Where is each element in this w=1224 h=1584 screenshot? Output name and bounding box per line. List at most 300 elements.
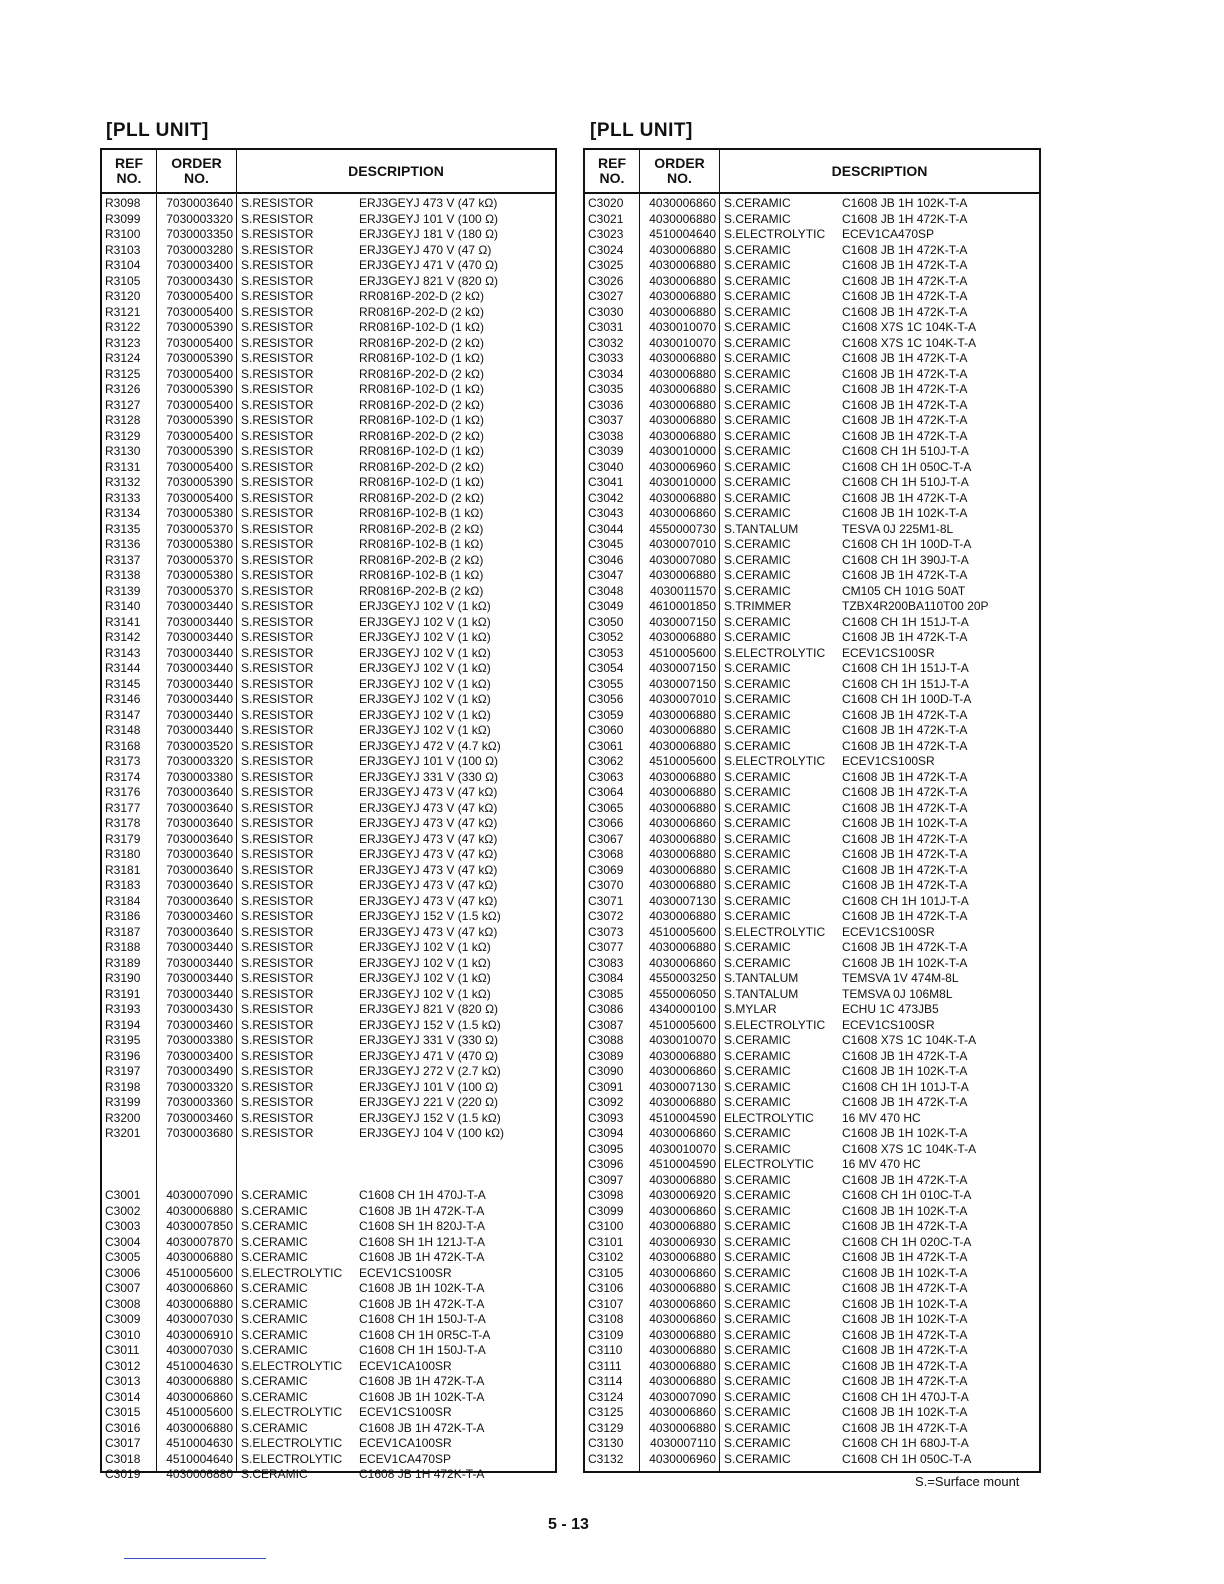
order-number: 4030006960 bbox=[649, 459, 716, 474]
order-number: 7030003440 bbox=[166, 955, 233, 970]
order-number: 4510004630 bbox=[166, 1436, 233, 1450]
part-spec: RR0816P-202-B (2 kΩ) bbox=[359, 583, 484, 598]
part-spec: C1608 CH 1H 020C-T-A bbox=[842, 1234, 972, 1249]
description bbox=[241, 739, 555, 755]
left-section-title: [PLL UNIT] bbox=[106, 120, 209, 141]
component-type: S.CERAMIC bbox=[724, 1250, 791, 1264]
part-spec: ERJ3GEYJ 102 V (1 kΩ) bbox=[359, 692, 491, 706]
ref-number: C3038 bbox=[588, 428, 624, 443]
ref-number: C3101 bbox=[588, 1234, 624, 1249]
ref-number: R3176 bbox=[105, 785, 141, 799]
ref-number: R3128 bbox=[105, 413, 141, 427]
order-number: 4030006860 bbox=[649, 1312, 716, 1326]
description bbox=[724, 320, 1039, 336]
part-spec: RR0816P-202-D (2 kΩ) bbox=[359, 490, 485, 505]
order-number: 4030006880 bbox=[649, 1374, 716, 1388]
order-number: 7030003640 bbox=[166, 800, 233, 815]
description bbox=[724, 909, 1039, 925]
ref-number: C3033 bbox=[588, 351, 624, 365]
order-number: 7030003680 bbox=[166, 1126, 233, 1140]
component-type: S.CERAMIC bbox=[724, 397, 791, 412]
description bbox=[241, 1049, 555, 1065]
description bbox=[724, 475, 1039, 491]
part-spec: C1608 CH 1H 150J-T-A bbox=[359, 1343, 486, 1357]
component-type: S.ELECTROLYTIC bbox=[241, 1451, 343, 1466]
part-spec: C1608 X7S 1C 104K-T-A bbox=[842, 1033, 977, 1047]
description bbox=[241, 196, 555, 212]
component-type: S.CERAMIC bbox=[724, 893, 791, 908]
description bbox=[724, 1002, 1039, 1018]
description bbox=[724, 1064, 1039, 1080]
order-number: 4510004640 bbox=[649, 227, 716, 241]
ref-number: C3044 bbox=[588, 521, 624, 536]
part-spec: C1608 JB 1H 472K-T-A bbox=[842, 273, 968, 288]
part-spec: C1608 JB 1H 102K-T-A bbox=[842, 506, 968, 520]
description bbox=[724, 1343, 1039, 1359]
part-spec: C1608 JB 1H 472K-T-A bbox=[842, 831, 968, 846]
order-number: 4030006880 bbox=[649, 1219, 716, 1233]
order-number: 4030006860 bbox=[649, 816, 716, 830]
description bbox=[241, 630, 555, 646]
ref-number: R3196 bbox=[105, 1048, 141, 1063]
description bbox=[241, 1250, 555, 1266]
description bbox=[241, 708, 555, 724]
ref-number: R3138 bbox=[105, 568, 141, 582]
part-spec: C1608 JB 1H 472K-T-A bbox=[842, 1358, 968, 1373]
description bbox=[724, 584, 1039, 600]
ref-number: R3141 bbox=[105, 614, 141, 629]
component-type: S.CERAMIC bbox=[724, 800, 791, 815]
component-type: S.RESISTOR bbox=[241, 413, 314, 427]
part-spec: ERJ3GEYJ 473 V (47 kΩ) bbox=[359, 847, 498, 861]
ref-number: C3065 bbox=[588, 800, 624, 815]
description bbox=[724, 522, 1039, 538]
part-spec: RR0816P-202-B (2 kΩ) bbox=[359, 552, 484, 567]
description bbox=[241, 1235, 555, 1251]
part-spec: RR0816P-102-B (1 kΩ) bbox=[359, 537, 484, 551]
ref-number: C3110 bbox=[588, 1343, 623, 1357]
description bbox=[241, 1204, 555, 1220]
order-number: 4030006880 bbox=[649, 909, 716, 923]
part-spec: TZBX4R200BA110T00 20P bbox=[842, 599, 989, 613]
part-spec: C1608 CH 1H 050C-T-A bbox=[842, 459, 972, 474]
part-spec: ECEV1CS100SR bbox=[842, 924, 935, 939]
ref-number: C3007 bbox=[105, 1281, 141, 1295]
component-type: S.RESISTOR bbox=[241, 537, 314, 551]
order-number: 7030005390 bbox=[166, 351, 233, 365]
part-spec: CM105 CH 101G 50AT bbox=[842, 583, 966, 598]
order-number: 4030006880 bbox=[649, 847, 716, 861]
description bbox=[241, 925, 555, 941]
component-type: ELECTROLYTIC bbox=[724, 1157, 814, 1171]
part-spec: ERJ3GEYJ 473 V (47 kΩ) bbox=[359, 196, 498, 210]
ref-number: C3012 bbox=[105, 1358, 141, 1373]
part-spec: C1608 JB 1H 472K-T-A bbox=[842, 490, 968, 505]
component-type: S.CERAMIC bbox=[724, 862, 791, 877]
ref-number: R3190 bbox=[105, 971, 141, 985]
part-spec: C1608 JB 1H 472K-T-A bbox=[842, 909, 968, 923]
component-type: S.RESISTOR bbox=[241, 707, 314, 722]
ref-number: R3133 bbox=[105, 490, 141, 505]
order-number: 4030006880 bbox=[649, 289, 716, 303]
component-type: S.CERAMIC bbox=[724, 1389, 791, 1404]
part-spec: ERJ3GEYJ 102 V (1 kΩ) bbox=[359, 940, 491, 954]
description bbox=[724, 1173, 1039, 1189]
ref-number: R3174 bbox=[105, 769, 141, 784]
component-type: S.RESISTOR bbox=[241, 1017, 314, 1032]
component-type: S.RESISTOR bbox=[241, 1033, 314, 1047]
component-type: S.ELECTROLYTIC bbox=[241, 1405, 343, 1419]
order-number: 4030006880 bbox=[649, 1358, 716, 1373]
order-number: 4030007150 bbox=[649, 676, 716, 691]
description bbox=[724, 196, 1039, 212]
description bbox=[724, 1033, 1039, 1049]
part-spec: C1608 JB 1H 102K-T-A bbox=[359, 1389, 485, 1404]
order-number: 4030007110 bbox=[650, 1436, 716, 1450]
part-spec: C1608 JB 1H 472K-T-A bbox=[842, 800, 968, 815]
component-type: S.CERAMIC bbox=[724, 242, 791, 257]
order-number: 4510005600 bbox=[649, 924, 716, 939]
part-spec: ECEV1CA100SR bbox=[359, 1358, 452, 1373]
part-spec: C1608 JB 1H 472K-T-A bbox=[359, 1250, 485, 1264]
description bbox=[724, 1080, 1039, 1096]
component-type: S.CERAMIC bbox=[724, 335, 791, 350]
order-number: 4510004630 bbox=[166, 1358, 233, 1373]
ref-number: C3072 bbox=[588, 909, 624, 923]
component-type: S.CERAMIC bbox=[724, 1405, 791, 1419]
order-number: 7030003440 bbox=[166, 614, 233, 629]
description bbox=[724, 1312, 1039, 1328]
part-spec: RR0816P-102-D (1 kΩ) bbox=[359, 320, 485, 334]
part-spec: RR0816P-102-B (1 kΩ) bbox=[359, 506, 484, 520]
part-spec: C1608 JB 1H 472K-T-A bbox=[842, 351, 968, 365]
component-type: S.RESISTOR bbox=[241, 893, 314, 908]
component-type: S.CERAMIC bbox=[724, 1234, 791, 1249]
component-type: S.TANTALUM bbox=[724, 971, 799, 985]
part-spec: ERJ3GEYJ 101 V (100 Ω) bbox=[359, 1079, 499, 1094]
part-spec: C1608 JB 1H 472K-T-A bbox=[842, 1219, 968, 1233]
description bbox=[241, 1111, 555, 1127]
description bbox=[724, 491, 1039, 507]
part-spec: C1608 JB 1H 472K-T-A bbox=[359, 1296, 485, 1311]
component-type: S.RESISTOR bbox=[241, 645, 314, 660]
part-spec: C1608 JB 1H 472K-T-A bbox=[842, 568, 968, 582]
description bbox=[241, 1281, 555, 1297]
ref-number: C3030 bbox=[588, 304, 624, 319]
description bbox=[241, 305, 555, 321]
component-type: S.CERAMIC bbox=[724, 785, 791, 799]
component-type: S.RESISTOR bbox=[241, 986, 314, 1001]
part-spec: ERJ3GEYJ 821 V (820 Ω) bbox=[359, 1002, 499, 1016]
part-spec: C1608 CH 1H 100D-T-A bbox=[842, 692, 972, 706]
ref-number: R3148 bbox=[105, 723, 141, 737]
part-spec: C1608 CH 1H 151J-T-A bbox=[842, 614, 969, 629]
table-header bbox=[585, 150, 1039, 194]
part-spec: C1608 JB 1H 472K-T-A bbox=[842, 397, 968, 412]
ref-number: C3056 bbox=[588, 692, 624, 706]
ref-number: C3045 bbox=[588, 537, 624, 551]
order-number: 7030003440 bbox=[166, 723, 233, 737]
part-spec: ERJ3GEYJ 473 V (47 kΩ) bbox=[359, 893, 498, 908]
component-type: S.RESISTOR bbox=[241, 1002, 314, 1016]
component-type: S.CERAMIC bbox=[724, 676, 791, 691]
ref-number: R3183 bbox=[105, 878, 141, 892]
component-type: S.CERAMIC bbox=[241, 1219, 308, 1233]
ref-number: R3143 bbox=[105, 645, 141, 660]
part-spec: C1608 JB 1H 472K-T-A bbox=[842, 1343, 968, 1357]
part-spec: ERJ3GEYJ 102 V (1 kΩ) bbox=[359, 676, 491, 691]
ref-number: C3091 bbox=[588, 1079, 624, 1094]
component-type: S.CERAMIC bbox=[241, 1188, 308, 1202]
description bbox=[241, 987, 555, 1003]
description bbox=[724, 863, 1039, 879]
part-spec: ECEV1CS100SR bbox=[842, 754, 935, 768]
bottom-rule bbox=[124, 1558, 266, 1559]
component-type: S.CERAMIC bbox=[724, 1141, 791, 1156]
order-number: 7030005390 bbox=[166, 382, 233, 396]
description bbox=[241, 770, 555, 786]
order-number: 4030006880 bbox=[649, 831, 716, 846]
ref-number: C3089 bbox=[588, 1048, 624, 1063]
ref-number: R3195 bbox=[105, 1033, 141, 1047]
part-spec: C1608 JB 1H 102K-T-A bbox=[842, 1203, 968, 1218]
part-spec: ERJ3GEYJ 102 V (1 kΩ) bbox=[359, 614, 491, 629]
description bbox=[724, 258, 1039, 274]
ref-number: R3191 bbox=[105, 986, 141, 1001]
description bbox=[241, 754, 555, 770]
order-number: 4340000100 bbox=[649, 1002, 716, 1016]
description bbox=[241, 661, 555, 677]
order-number: 7030005400 bbox=[166, 304, 233, 319]
order-number: 4030006880 bbox=[649, 413, 716, 427]
ref-number: C3019 bbox=[105, 1467, 141, 1481]
order-number: 4030006880 bbox=[649, 1048, 716, 1063]
part-spec: C1608 CH 1H 680J-T-A bbox=[842, 1436, 969, 1450]
description bbox=[241, 801, 555, 817]
ref-number: C3037 bbox=[588, 413, 624, 427]
part-spec: C1608 CH 1H 151J-T-A bbox=[842, 661, 969, 675]
part-spec: ERJ3GEYJ 821 V (820 Ω) bbox=[359, 273, 499, 288]
part-spec: C1608 JB 1H 472K-T-A bbox=[842, 289, 968, 303]
component-type: S.RESISTOR bbox=[241, 397, 314, 412]
component-type: S.MYLAR bbox=[724, 1002, 777, 1016]
ref-number: C3016 bbox=[105, 1420, 141, 1435]
ref-number: C3023 bbox=[588, 227, 624, 241]
description bbox=[241, 274, 555, 290]
order-number: 4030006880 bbox=[649, 707, 716, 722]
ref-number: C3010 bbox=[105, 1327, 141, 1342]
part-spec: RR0816P-102-D (1 kΩ) bbox=[359, 413, 485, 427]
component-type: S.CERAMIC bbox=[724, 878, 791, 892]
component-type: S.TANTALUM bbox=[724, 521, 799, 536]
ref-number: R3099 bbox=[105, 211, 141, 226]
order-number: 7030005370 bbox=[166, 583, 233, 598]
ref-number: R3098 bbox=[105, 196, 141, 210]
ref-number: R3201 bbox=[105, 1126, 141, 1140]
ref-number: C3098 bbox=[588, 1188, 624, 1202]
order-number: 7030003440 bbox=[166, 661, 233, 675]
part-spec: C1608 JB 1H 472K-T-A bbox=[359, 1203, 485, 1218]
ref-number: C3009 bbox=[105, 1312, 141, 1326]
part-spec: C1608 JB 1H 472K-T-A bbox=[842, 1327, 968, 1342]
description bbox=[241, 1018, 555, 1034]
order-number: 7030003640 bbox=[166, 893, 233, 908]
component-type: S.CERAMIC bbox=[724, 1219, 791, 1233]
component-type: S.RESISTOR bbox=[241, 800, 314, 815]
order-number: 7030003640 bbox=[166, 878, 233, 892]
order-number: 7030003440 bbox=[166, 676, 233, 691]
description bbox=[241, 522, 555, 538]
part-spec: C1608 JB 1H 472K-T-A bbox=[359, 1467, 485, 1481]
component-type: S.RESISTOR bbox=[241, 754, 314, 768]
order-number: 7030005400 bbox=[166, 459, 233, 474]
component-type: ELECTROLYTIC bbox=[724, 1110, 814, 1125]
description bbox=[724, 537, 1039, 553]
description bbox=[724, 1204, 1039, 1220]
order-number: 7030003640 bbox=[166, 924, 233, 939]
order-number: 4030007010 bbox=[649, 537, 716, 551]
ref-number: R3194 bbox=[105, 1017, 141, 1032]
ref-number: C3130 bbox=[588, 1436, 624, 1450]
order-number: 7030005390 bbox=[166, 475, 233, 489]
component-type: S.ELECTROLYTIC bbox=[724, 754, 826, 768]
component-type: S.RESISTOR bbox=[241, 382, 314, 396]
component-type: S.CERAMIC bbox=[724, 1064, 791, 1078]
ref-number: C3008 bbox=[105, 1296, 141, 1311]
order-number: 4030006880 bbox=[649, 878, 716, 892]
order-number: 4030006880 bbox=[649, 428, 716, 443]
description bbox=[241, 1390, 555, 1406]
order-number: 4030006880 bbox=[649, 273, 716, 288]
description bbox=[241, 584, 555, 600]
ref-number: C3020 bbox=[588, 196, 624, 210]
description bbox=[241, 336, 555, 352]
order-number: 7030003430 bbox=[166, 1002, 233, 1016]
order-number: 4030007870 bbox=[166, 1234, 233, 1249]
order-number: 7030005390 bbox=[166, 444, 233, 458]
component-type: S.CERAMIC bbox=[724, 552, 791, 567]
order-number: 4030006880 bbox=[166, 1420, 233, 1435]
ref-number: C3067 bbox=[588, 831, 624, 846]
ref-number: C3034 bbox=[588, 366, 624, 381]
ref-number: C3035 bbox=[588, 382, 624, 396]
order-number: 7030003280 bbox=[166, 242, 233, 257]
component-type: S.CERAMIC bbox=[724, 382, 791, 396]
order-number: 7030003360 bbox=[166, 1095, 233, 1109]
description bbox=[241, 351, 555, 367]
part-spec: ERJ3GEYJ 471 V (470 Ω) bbox=[359, 258, 499, 272]
ref-number: C3052 bbox=[588, 630, 624, 644]
order-number: 4030006880 bbox=[166, 1467, 233, 1481]
order-number: 4510005600 bbox=[166, 1265, 233, 1280]
ref-number: C3021 bbox=[588, 211, 624, 226]
order-number: 4030006860 bbox=[649, 196, 716, 210]
component-type: S.RESISTOR bbox=[241, 971, 314, 985]
component-type: S.CERAMIC bbox=[724, 1079, 791, 1094]
description bbox=[724, 878, 1039, 894]
order-number: 4030006880 bbox=[166, 1250, 233, 1264]
part-spec: C1608 JB 1H 472K-T-A bbox=[842, 382, 968, 396]
ref-column bbox=[585, 194, 640, 1471]
description bbox=[241, 1312, 555, 1328]
description bbox=[241, 320, 555, 336]
ref-number: C3111 bbox=[588, 1358, 622, 1373]
part-spec: C1608 X7S 1C 104K-T-A bbox=[842, 1141, 977, 1156]
part-spec: C1608 JB 1H 472K-T-A bbox=[842, 785, 968, 799]
ref-number: R3123 bbox=[105, 335, 141, 350]
order-number: 7030003380 bbox=[166, 769, 233, 784]
order-number: 4030006860 bbox=[649, 1265, 716, 1280]
part-spec: C1608 JB 1H 472K-T-A bbox=[842, 258, 968, 272]
part-spec: C1608 JB 1H 472K-T-A bbox=[842, 1095, 968, 1109]
order-number: 4030006880 bbox=[649, 397, 716, 412]
order-number: 4510005600 bbox=[649, 1017, 716, 1032]
order-number: 4030006880 bbox=[649, 1420, 716, 1435]
description bbox=[241, 878, 555, 894]
description bbox=[724, 1188, 1039, 1204]
ref-number: R3184 bbox=[105, 893, 141, 908]
ref-number: C3014 bbox=[105, 1389, 141, 1404]
ref-number: C3002 bbox=[105, 1203, 141, 1218]
part-spec: C1608 JB 1H 472K-T-A bbox=[842, 707, 968, 722]
ref-number: R3198 bbox=[105, 1079, 141, 1094]
order-number: 7030003440 bbox=[166, 692, 233, 706]
ref-number: C3060 bbox=[588, 723, 624, 737]
ref-number: C3039 bbox=[588, 444, 624, 458]
ref-number: R3144 bbox=[105, 661, 141, 675]
description bbox=[241, 1002, 555, 1018]
component-type: S.ELECTROLYTIC bbox=[724, 924, 826, 939]
part-spec: TEMSVA 0J 106M8L bbox=[842, 986, 953, 1001]
component-type: S.CERAMIC bbox=[241, 1389, 308, 1404]
description bbox=[724, 770, 1039, 786]
part-spec: C1608 JB 1H 472K-T-A bbox=[842, 862, 968, 877]
part-spec: ERJ3GEYJ 473 V (47 kΩ) bbox=[359, 816, 498, 830]
ref-number: R3120 bbox=[105, 289, 141, 303]
ref-number: R3186 bbox=[105, 909, 141, 923]
part-spec: C1608 CH 1H 0R5C-T-A bbox=[359, 1327, 491, 1342]
ref-number: C3047 bbox=[588, 568, 624, 582]
component-type: S.RESISTOR bbox=[241, 723, 314, 737]
component-type: S.CERAMIC bbox=[241, 1420, 308, 1435]
ref-number: R3126 bbox=[105, 382, 141, 396]
description bbox=[241, 429, 555, 445]
part-spec: C1608 JB 1H 472K-T-A bbox=[842, 847, 968, 861]
description bbox=[241, 940, 555, 956]
description bbox=[724, 367, 1039, 383]
order-number: 7030005400 bbox=[166, 428, 233, 443]
order-number: 4030010070 bbox=[649, 335, 716, 350]
component-type: S.CERAMIC bbox=[724, 211, 791, 226]
component-type: S.RESISTOR bbox=[241, 583, 314, 598]
order-number: 4030006880 bbox=[649, 1250, 716, 1264]
part-spec: ERJ3GEYJ 473 V (47 kΩ) bbox=[359, 800, 498, 815]
order-number: 7030005380 bbox=[166, 568, 233, 582]
description bbox=[241, 537, 555, 553]
component-type: S.CERAMIC bbox=[724, 1358, 791, 1373]
ref-number: C3053 bbox=[588, 645, 624, 660]
component-type: S.RESISTOR bbox=[241, 862, 314, 877]
order-number: 7030005400 bbox=[166, 366, 233, 381]
description bbox=[241, 1219, 555, 1235]
part-spec: C1608 JB 1H 102K-T-A bbox=[359, 1281, 485, 1295]
ref-number: C3048 bbox=[588, 583, 624, 598]
ref-number: R3178 bbox=[105, 816, 141, 830]
order-number: 7030005380 bbox=[166, 506, 233, 520]
component-type: S.CERAMIC bbox=[724, 769, 791, 784]
part-spec: C1608 JB 1H 472K-T-A bbox=[842, 738, 968, 753]
order-number: 4030006880 bbox=[649, 242, 716, 257]
